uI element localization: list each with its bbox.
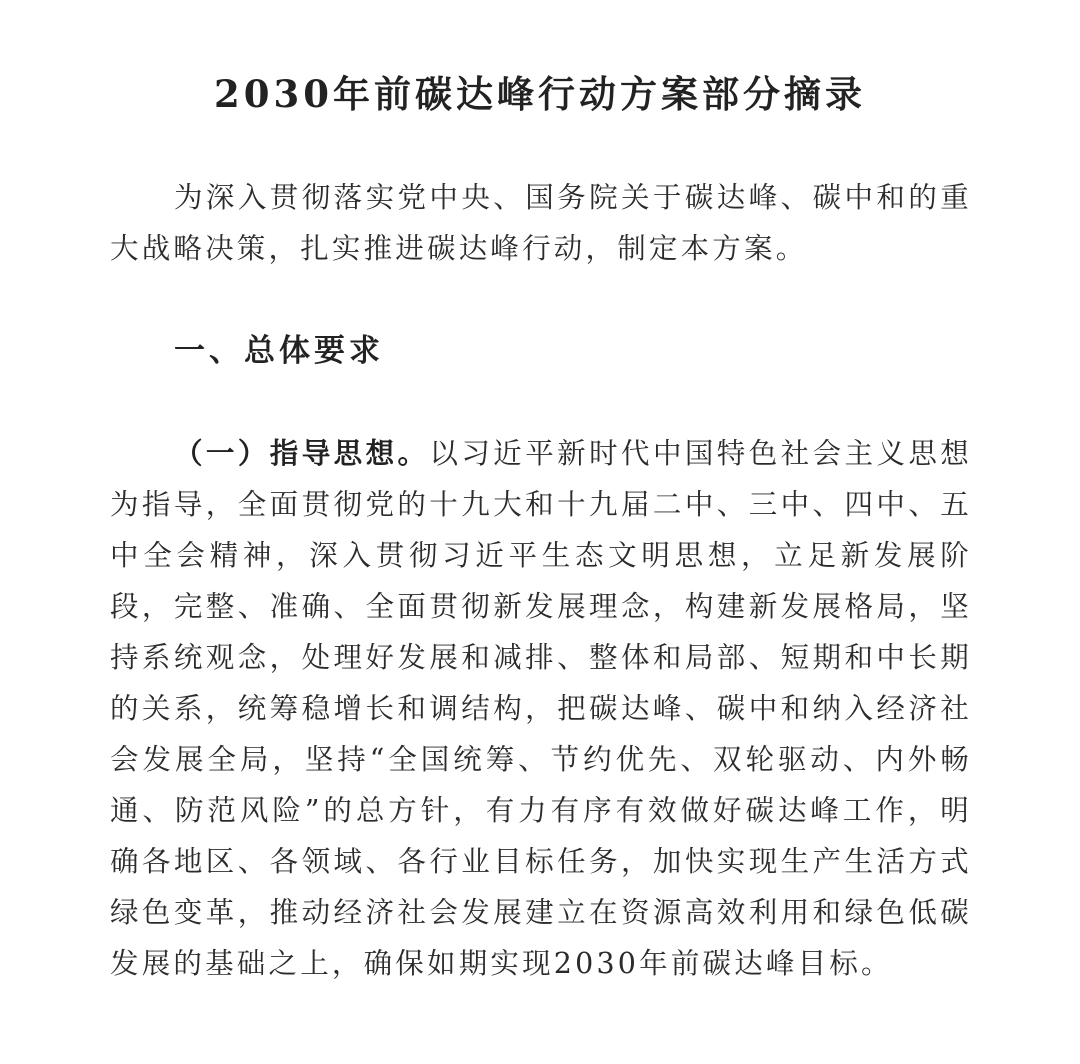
guiding-thought-paragraph — [110, 428, 972, 989]
paragraph-text: 以习近平新时代中国特色社会主义思想为指导，全面贯彻党的十九大和十九届二中、三中、四中、五中全会精神，深入贯彻习近平生态文明思想，立足新发展阶段，完整、准确、全面贯彻新发展理念，构建新发展格局，坚持系统观念，处理好发展和减排、整体和局部、短期和中长期的关系，统筹稳增长和调结构，把碳达峰、碳中和纳入经济社会发展全局，坚持“全国统筹、节约优先、双轮驱动、内外畅通、防范风险”的总方针，有力有序有效做好碳达峰工作，明确各地区、各领域、各行业目标任务，加快实现生产生活方式绿色变革，推动经济社会发展建立在资源高效利用和绿色低碳发展的基础之上，确保如期实现2030年前碳达峰目标。 — [110, 437, 972, 980]
paragraph-lead: （一）指导思想。 — [174, 436, 430, 470]
intro-paragraph: 为深入贯彻落实党中央、国务院关于碳达峰、碳中和的重大战略决策，扎实推进碳达峰行动，制定本方案。 — [110, 181, 972, 265]
section-heading: 一、总体要求 — [174, 333, 384, 369]
document-title: 2030年前碳达峰行动方案部分摘录 — [214, 72, 866, 116]
